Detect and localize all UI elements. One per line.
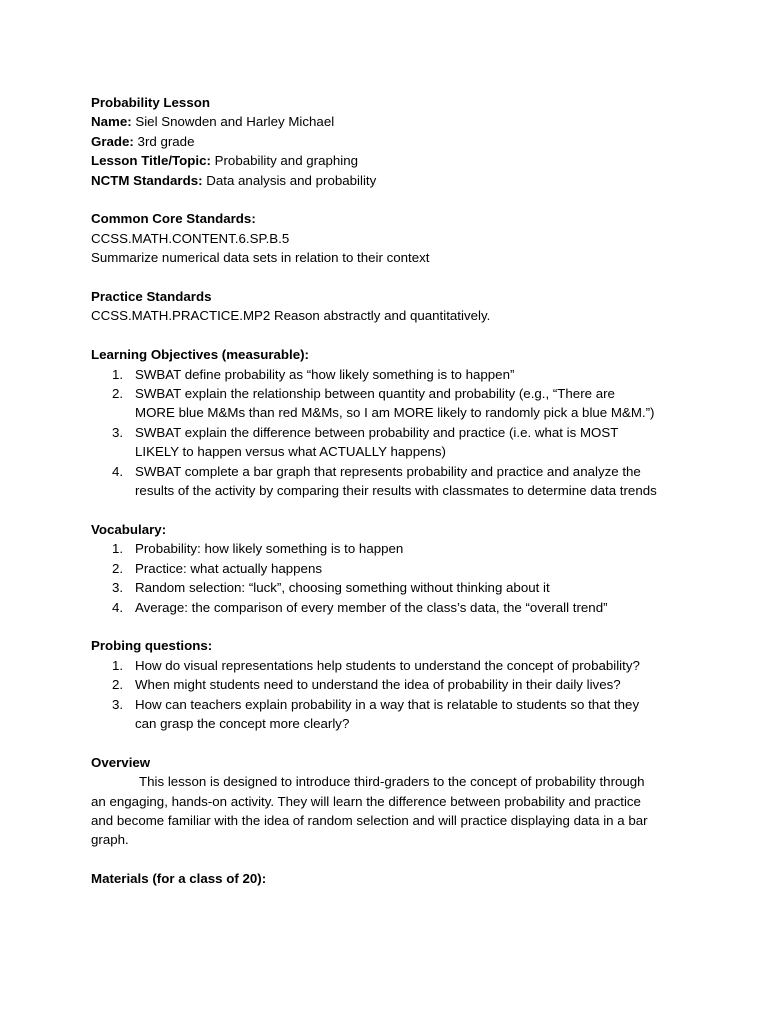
- document-title: Probability Lesson: [91, 95, 210, 110]
- overview-line: This lesson is designed to introduce third-graders to the concept of probability through: [139, 774, 645, 790]
- list-text: Probability: how likely something is to happen: [135, 541, 404, 557]
- list-text: SWBAT explain the difference between probability and practice (i.e. what is MOST: [135, 424, 619, 440]
- list-text: results of the activity by comparing their results with classmates to determine data trends: [135, 483, 657, 499]
- list-text: SWBAT define probability as “how likely something is to happen”: [135, 366, 515, 382]
- name-field: [91, 112, 708, 131]
- name-label: Name:: [91, 114, 132, 130]
- overview-line: an engaging, hands-on activity. They will learn the difference between probability and practice: [91, 793, 641, 809]
- nctm-field: [91, 171, 708, 190]
- list-text: SWBAT complete a bar graph that represents probability and practice and analyze the: [135, 463, 641, 479]
- list-text: can grasp the concept more clearly?: [135, 715, 350, 731]
- vocabulary-list: [91, 539, 708, 617]
- vocabulary-heading: Vocabulary:: [91, 521, 167, 537]
- list-item: [91, 365, 708, 384]
- common-core-line: Summarize numerical data sets in relation to their context: [91, 250, 430, 266]
- materials-heading: Materials (for a class of 20):: [91, 871, 267, 887]
- list-item: [91, 384, 708, 423]
- grade-field: [91, 132, 708, 151]
- list-item: [91, 656, 708, 675]
- spacer: [91, 500, 708, 519]
- nctm-label: NCTM Standards:: [91, 172, 203, 188]
- list-item: [91, 559, 708, 578]
- topic-label: Lesson Title/Topic:: [91, 153, 211, 169]
- list-number: 3.: [112, 580, 124, 596]
- list-number: 3.: [112, 696, 124, 712]
- spacer: [91, 733, 708, 752]
- list-text: SWBAT explain the relationship between quantity and probability (e.g., “There are: [135, 386, 615, 402]
- list-item: [91, 695, 708, 734]
- list-item: [91, 598, 708, 617]
- grade-label: Grade:: [91, 133, 134, 149]
- common-core-heading: Common Core Standards:: [91, 211, 256, 227]
- grade-value: 3rd grade: [133, 133, 195, 149]
- list-text: How do visual representations help students to understand the concept of probability?: [135, 657, 640, 673]
- topic-value: Probability and graphing: [210, 153, 359, 169]
- list-text: MORE blue M&Ms than red M&Ms, so I am MORE likely to randomly pick a blue M&M.”): [135, 405, 655, 421]
- spacer: [91, 326, 708, 345]
- list-item: [91, 539, 708, 558]
- name-value: Siel Snowden and Harley Michael: [131, 114, 335, 130]
- list-item: [91, 675, 708, 694]
- spacer: [91, 850, 708, 869]
- objectives-list: [91, 365, 708, 501]
- list-item: [91, 462, 708, 501]
- list-number: 1.: [112, 366, 124, 382]
- spacer: [91, 268, 708, 287]
- objectives-heading: Learning Objectives (measurable):: [91, 347, 309, 363]
- overview-heading: Overview: [91, 754, 151, 770]
- list-number: 2.: [112, 560, 124, 576]
- common-core-line: CCSS.MATH.CONTENT.6.SP.B.5: [91, 230, 290, 246]
- list-text: How can teachers explain probability in a way that is relatable to students so that they: [135, 696, 640, 712]
- list-number: 2.: [112, 386, 124, 402]
- list-text: LIKELY to happen versus what ACTUALLY happens): [135, 444, 446, 460]
- spacer: [91, 617, 708, 636]
- list-text: Random selection: “luck”, choosing something without thinking about it: [135, 580, 550, 596]
- overview-line: graph.: [91, 832, 129, 848]
- list-number: 2.: [112, 677, 124, 693]
- nctm-value: Data analysis and probability: [202, 172, 377, 188]
- list-text: Average: the comparison of every member of the class’s data, the “overall trend”: [135, 599, 608, 615]
- list-text: When might students need to understand the idea of probability in their daily lives?: [135, 677, 621, 693]
- list-number: 1.: [112, 657, 124, 673]
- probing-heading: Probing questions:: [91, 638, 213, 654]
- list-number: 3.: [112, 424, 124, 440]
- topic-field: [91, 151, 708, 170]
- list-number: 4.: [112, 599, 124, 615]
- list-number: 1.: [112, 541, 124, 557]
- probing-list: [91, 656, 708, 734]
- spacer: [91, 190, 708, 209]
- list-number: 4.: [112, 463, 124, 479]
- list-text: Practice: what actually happens: [135, 560, 323, 576]
- overview-line: and become familiar with the idea of random selection and will practice displaying data in a bar: [91, 812, 648, 828]
- practice-line: CCSS.MATH.PRACTICE.MP2 Reason abstractly and quantitatively.: [91, 308, 491, 324]
- practice-heading: Practice Standards: [91, 289, 212, 305]
- list-item: [91, 578, 708, 597]
- list-item: [91, 423, 708, 462]
